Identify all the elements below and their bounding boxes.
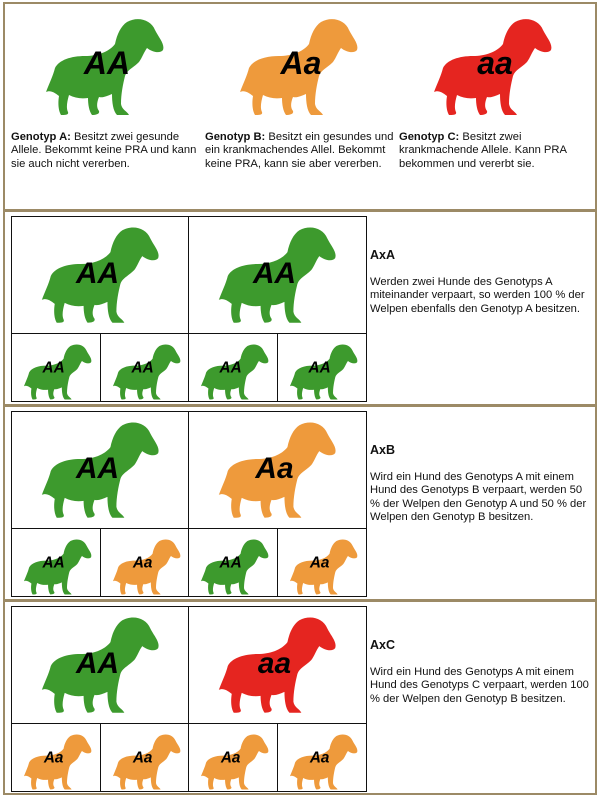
punnett-grid xyxy=(11,216,367,402)
dog-silhouette-icon xyxy=(278,334,366,401)
offspring-cell xyxy=(100,723,190,792)
parent-cell xyxy=(11,216,190,334)
parent-cell xyxy=(11,411,190,529)
cross-title: AxC xyxy=(370,638,396,652)
dog-silhouette-icon xyxy=(12,217,189,333)
dog-silhouette-icon xyxy=(189,529,277,596)
genotype-code-label: AA xyxy=(75,646,120,680)
offspring-cell xyxy=(188,333,278,402)
offspring-cell xyxy=(277,723,367,792)
genotype-code-label: Aa xyxy=(255,451,294,485)
offspring-cell xyxy=(277,528,367,597)
genotype-c-code: aa xyxy=(477,45,513,81)
genotype-code-label: aa xyxy=(257,646,292,680)
genotype-c-description xyxy=(399,131,591,171)
genotype-legend-panel xyxy=(3,2,597,211)
dog-silhouette-icon xyxy=(11,12,203,126)
dog-silhouette-icon xyxy=(189,334,277,401)
dog-silhouette-icon xyxy=(189,412,366,528)
dog-silhouette-icon xyxy=(189,217,366,333)
dog-silhouette-icon xyxy=(12,607,189,723)
dog-silhouette-icon xyxy=(278,724,366,791)
genotype-code-label: AA xyxy=(219,359,242,377)
cross-panel-axb xyxy=(3,405,597,601)
genotype-code-label: AA xyxy=(252,256,297,290)
cross-title: AxB xyxy=(370,443,396,457)
genotype-b-description xyxy=(205,131,397,171)
genotype-b-label: Genotyp B: xyxy=(205,131,266,143)
genotype-b-code: Aa xyxy=(280,45,322,81)
genotype-code-label: AA xyxy=(219,554,242,572)
cross-description: Wird ein Hund des Genotyps A mit einem Hund des Genotyps C verpaart, werden 100 % der Welpen den Genotyp B besitzen. xyxy=(370,666,589,705)
genotype-c-text: Besitzt zwei krankmachende Allele. Kann PRA bekommen und vererbt sie. xyxy=(399,131,567,170)
genotype-code-label: AA xyxy=(75,256,120,290)
dog-silhouette-icon xyxy=(101,724,189,791)
genotype-a-text: Besitzt zwei gesunde Allele. Bekommt keine PRA und kann sie auch nicht vererben. xyxy=(11,131,197,170)
genotype-a-label: Genotyp A: xyxy=(11,131,71,143)
dog-silhouette-icon xyxy=(12,412,189,528)
cross-description: Wird ein Hund des Genotyps A mit einem Hund des Genotyps B verpaart, werden 50 % der Welpen den Genotyp A und 50 % der Welpen den Genotyp B besitzen. xyxy=(370,471,587,524)
dog-silhouette-icon xyxy=(399,12,591,126)
genotype-code-label: Aa xyxy=(309,554,329,572)
genotype-code-label: AA xyxy=(131,359,154,377)
genotype-code-label: AA xyxy=(42,359,65,377)
offspring-cell xyxy=(277,333,367,402)
genotype-c-label: Genotyp C: xyxy=(399,131,460,143)
offspring-cell xyxy=(11,723,101,792)
parent-cell xyxy=(11,606,190,724)
genotype-code-label: AA xyxy=(308,359,331,377)
genotype-a-description xyxy=(11,131,203,171)
genotype-code-label: Aa xyxy=(220,749,241,767)
dog-silhouette-icon xyxy=(12,334,100,401)
offspring-cell xyxy=(188,528,278,597)
punnett-grid xyxy=(11,411,367,597)
genotype-code-label: AA xyxy=(75,451,120,485)
offspring-cell xyxy=(100,333,190,402)
parent-cell xyxy=(188,411,367,529)
offspring-cell xyxy=(100,528,190,597)
dog-silhouette-icon xyxy=(189,607,366,723)
dog-silhouette-icon xyxy=(12,724,100,791)
offspring-cell xyxy=(188,723,278,792)
punnett-grid xyxy=(11,606,367,792)
genotype-code-label: Aa xyxy=(132,749,152,767)
dog-silhouette-icon xyxy=(12,529,100,596)
genotype-b-text: Besitzt ein gesundes und ein krankmachendes Allel. Bekommt keine PRA, kann sie aber vererben. xyxy=(205,131,394,170)
dog-silhouette-icon xyxy=(278,529,366,596)
cross-panel-axa xyxy=(3,210,597,406)
genotype-code-label: Aa xyxy=(43,749,64,767)
offspring-cell xyxy=(11,528,101,597)
genotype-code-label: Aa xyxy=(309,749,329,767)
offspring-cell xyxy=(11,333,101,402)
dog-silhouette-icon xyxy=(205,12,397,126)
dog-silhouette-icon xyxy=(101,334,189,401)
genotype-code-label: Aa xyxy=(132,554,152,572)
parent-cell xyxy=(188,606,367,724)
dog-silhouette-icon xyxy=(189,724,277,791)
genotype-code-label: AA xyxy=(42,554,65,572)
dog-silhouette-icon xyxy=(101,529,189,596)
cross-title: AxA xyxy=(370,248,396,262)
genotype-a-code: AA xyxy=(83,45,131,81)
cross-panel-axc xyxy=(3,600,597,795)
parent-cell xyxy=(188,216,367,334)
cross-description: Werden zwei Hunde des Genotyps A miteinander verpaart, so werden 100 % der Welpen ebenfalls den Genotyp A besitzen. xyxy=(370,276,585,315)
